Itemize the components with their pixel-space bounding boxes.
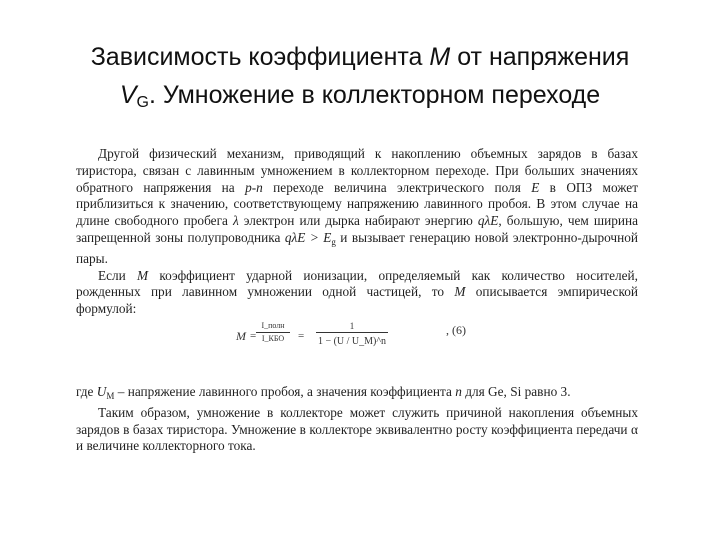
title-line-2: $V_G$. Умножение в коллекторном переходе xyxy=(119,81,601,111)
paragraph-conclusion: Таким образом, умножение в коллекторе может служить причиной накопления объемных зарядов в базах тиристора. Умножение в коллекторе эквивалентно росту коэффициента передачи α и величине коллекторного тока. xyxy=(76,404,638,454)
scanned-text-block xyxy=(76,146,638,455)
formula-current-ratio: I_полн I_КБО xyxy=(256,320,290,345)
formula-row xyxy=(76,320,638,380)
formula-equals-2: = xyxy=(298,329,305,342)
empirical-formula xyxy=(236,320,466,380)
title-line-1: Зависимость коэффициента M от напряжения xyxy=(90,43,630,71)
slide-title xyxy=(20,38,700,122)
paragraph-avalanche-mechanism: Другой физический механизм, приводящий к накоплению объемных зарядов в базах тиристора, связан с лавинным умножением в коллекторном переходе. При больших значениях обратного напряжения на p-n переходе величина электрического поля E в ОПЗ может приблизиться к значению, соответствующему напряжению лавинного пробоя. В этом случае на длине свободного пробега λ электрон или дырка набирают энергию qλE, большую, чем ширина запрещенной зоны полупроводника $q\lambda E > E_g$ и вызывает генерацию новой электронно-дырочной пары. xyxy=(76,146,639,266)
paragraph-ionization-coefficient: Если M коэффициент ударной ионизации, определяемый как количество носителей, рожденных при лавинном умножении одной частицей, то M описывается эмпирической формулой: xyxy=(76,267,639,317)
formula-equals-1: = xyxy=(250,329,257,342)
paragraph-breakdown-voltage: где $U_M$ – напряжение лавинного пробоя, а значения коэффициента n для Ge, Si равно 3. xyxy=(76,383,571,401)
formula-lhs: M xyxy=(236,328,246,343)
formula-voltage-fraction: $\frac{1}{1 - (U / U\_M)\^{}n}$ xyxy=(317,320,387,347)
equation-number: , (6) xyxy=(446,322,466,337)
